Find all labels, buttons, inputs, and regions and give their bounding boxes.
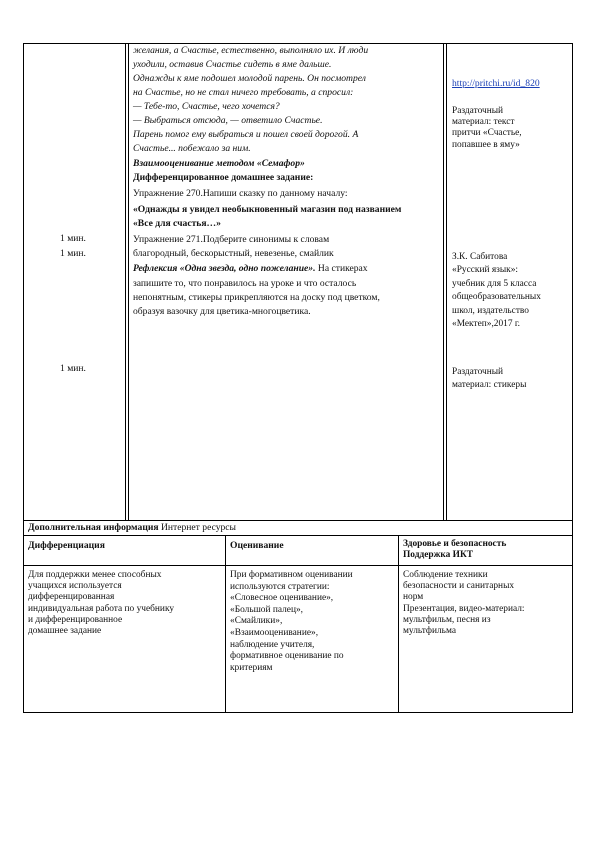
story-line: Однажды к яме подошел молодой парень. Он посмотрел — [133, 73, 366, 84]
reflection-line: запишите то, что понравилось на уроке и что осталось — [133, 278, 357, 289]
handout-1: Раздаточный материал: текст притчи «Счастье, попавшее в яму» — [452, 106, 522, 150]
health-ict-text: Соблюдение техники безопасности и санитарных норм Презентация, видео-материал: мультфильм, песня из мультфильма — [403, 570, 525, 637]
additional-info-label: Дополнительная информация — [28, 522, 159, 533]
bottom-table-border-bottom — [23, 712, 573, 713]
top-table-col-divider-2b — [446, 43, 447, 521]
top-table-border-top — [23, 43, 573, 44]
time-cell-1: 1 мин. — [60, 233, 86, 244]
bottom-table-col-divider-1 — [225, 535, 226, 713]
story-line: Парень помог ему выбраться и пошел своей дорогой. А — [133, 129, 359, 140]
story-line: — Выбраться отсюда, — ответило Счастье. — [133, 115, 323, 126]
bottom-table-col-divider-2 — [398, 535, 399, 713]
bottom-table-border-left — [23, 520, 24, 713]
reflection-text-first: На стикерах — [317, 263, 368, 274]
assessment-text: При формативном оценивании используются стратегии: «Словесное оценивание», «Большой палец», «Смайлики», «Взаимооценивание», наблюдение учителя, формативное оценивание по критериям — [230, 570, 353, 673]
story-line: на Счастье, но не стал ничего требовать, а спросил: — [133, 87, 354, 98]
top-table-col-divider-1b — [128, 43, 129, 521]
top-table-col-divider-1 — [125, 43, 126, 521]
story-line: уходили, оставив Счастье сидеть в яме дальше. — [133, 59, 332, 70]
header-differentiation: Дифференциация — [28, 540, 105, 551]
homework-title: Дифференцированное домашнее задание: — [133, 172, 314, 183]
story-line: — Тебе-то, Счастье, чего хочется? — [133, 101, 280, 112]
top-table-border-right — [572, 43, 573, 521]
peer-assessment-title: Взаимооценивание методом «Семафор» — [133, 158, 305, 169]
reflection-first-line — [133, 263, 368, 274]
bottom-table-border-right — [572, 520, 573, 713]
exercise-270: Упражнение 270.Напиши сказку по данному началу: — [133, 188, 348, 199]
header-health-ict: Здоровье и безопасность Поддержка ИКТ — [403, 539, 507, 561]
story-line: желания, а Счастье, естественно, выполняло их. И люди — [133, 45, 369, 56]
textbook-reference: З.К. Сабитова «Русский язык»: учебник для 5 класса общеобразовательных школ, издательство «Мектеп»,2017 г. — [452, 252, 541, 330]
time-cell-3: 1 мин. — [60, 363, 86, 374]
additional-info-row — [28, 522, 236, 533]
handout-2: Раздаточный материал: стикеры — [452, 367, 527, 390]
time-cell-2: 1 мин. — [60, 248, 86, 259]
header-assessment: Оценивание — [230, 540, 284, 551]
exercise-270-quote-line: «Все для счастья…» — [133, 218, 221, 229]
reflection-title: Рефлексия «Одна звезда, одно пожелание». — [133, 263, 316, 274]
story-line: Счастье... побежало за ним. — [133, 143, 251, 154]
top-table-border-left — [23, 43, 24, 521]
exercise-270-quote-line: «Однажды я увидел необыкновенный магазин под названием — [133, 204, 402, 215]
exercise-271-line: Упражнение 271.Подберите синонимы к словам — [133, 234, 330, 245]
bottom-table-row-divider-2 — [23, 565, 573, 566]
exercise-271-line: благородный, бескорыстный, невезенье, смайлик — [133, 248, 334, 259]
top-table-col-divider-2 — [443, 43, 444, 521]
bottom-table-border-top — [23, 520, 573, 521]
additional-info-value: Интернет ресурсы — [158, 522, 236, 533]
bottom-table-row-divider-1 — [23, 535, 573, 536]
differentiation-text: Для поддержки менее способных учащихся используется дифференцированная индивидуальная работа по учебнику и дифференцированное домашнее задание — [28, 570, 175, 637]
resource-link[interactable]: http://pritchi.ru/id_820 — [452, 78, 540, 89]
reflection-line: образуя вазочку для цветика-многоцветика. — [133, 306, 311, 317]
reflection-line: непонятным, стикеры прикрепляются на доску под цветком, — [133, 292, 380, 303]
